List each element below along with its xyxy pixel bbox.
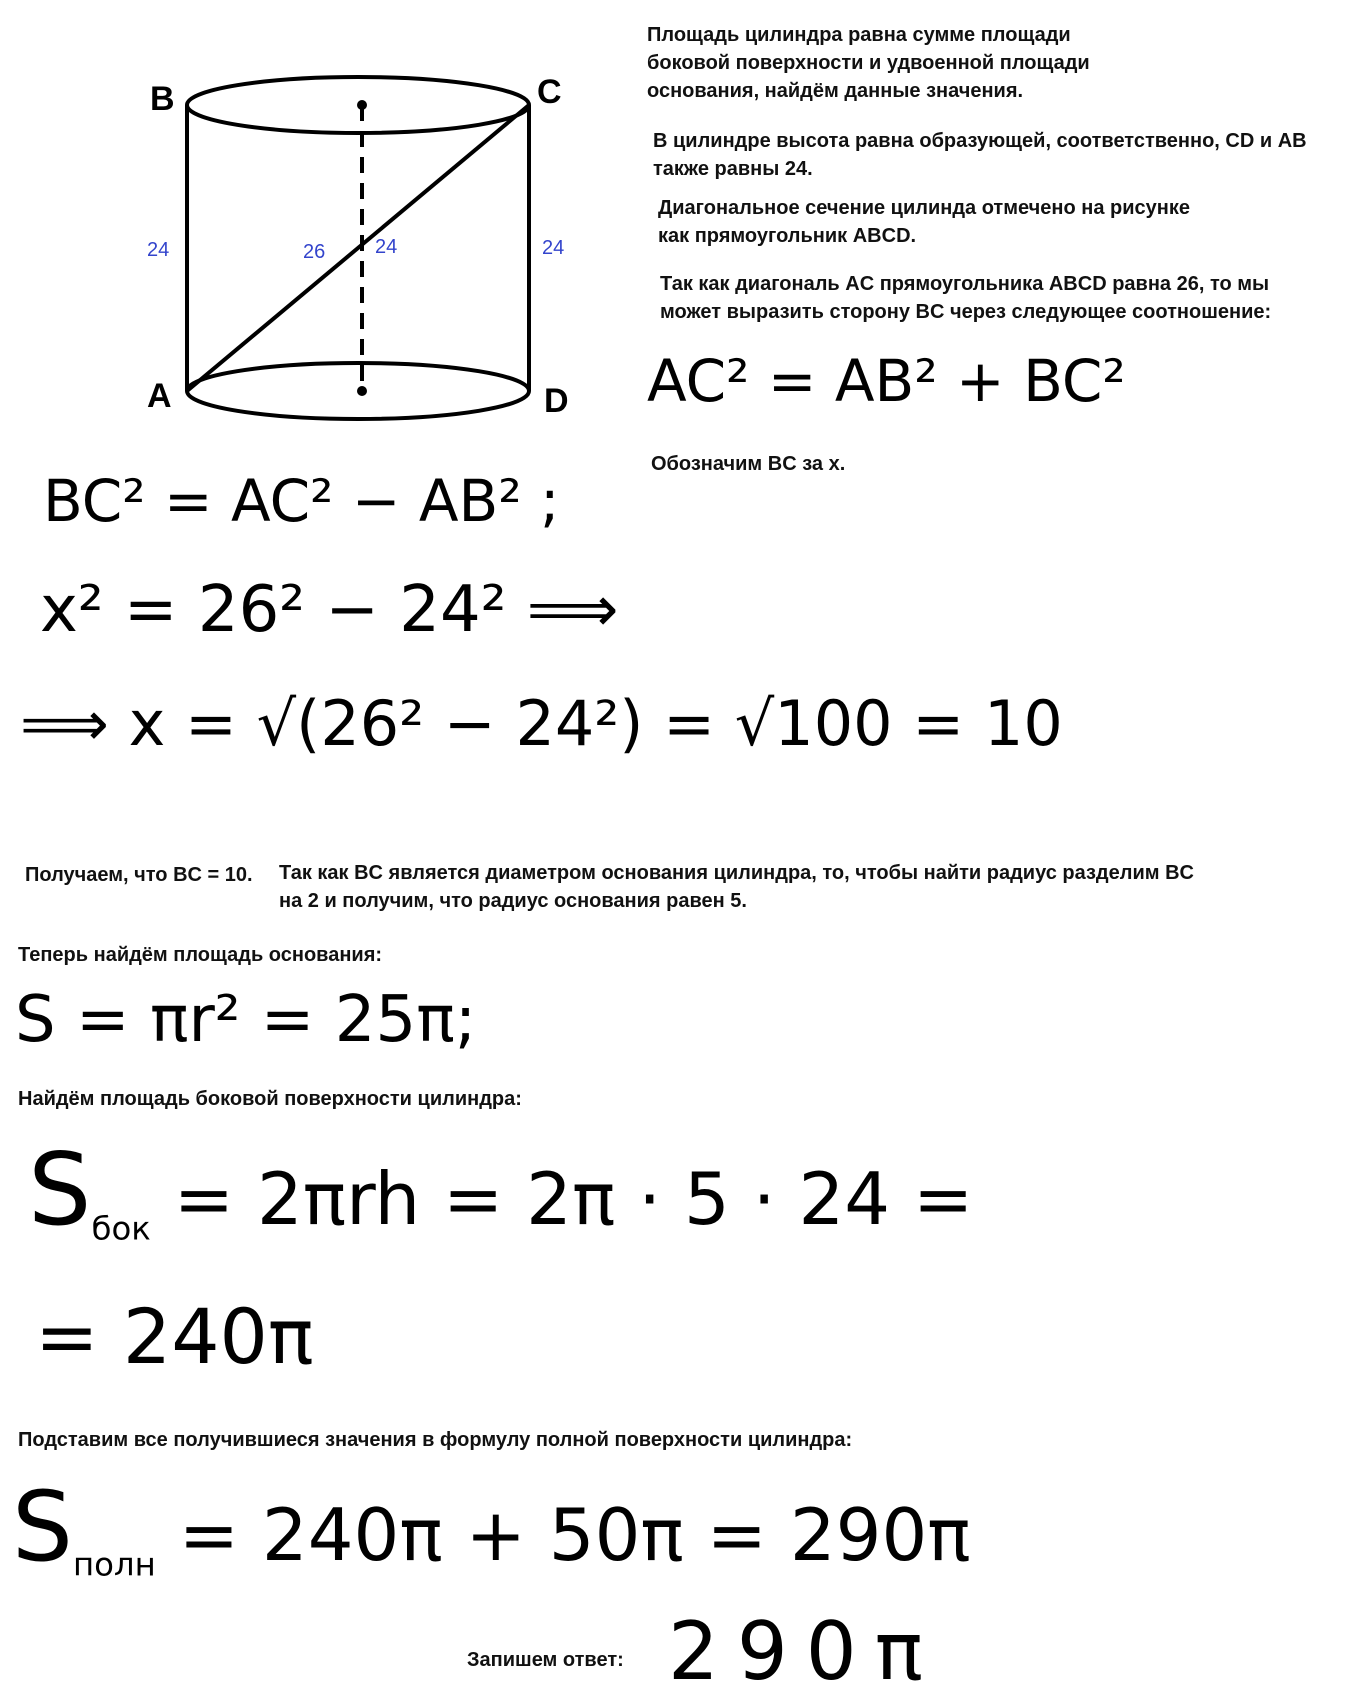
label-ab: 24 <box>147 239 170 261</box>
paragraph-radius <box>279 859 1194 915</box>
paragraph-intro <box>647 21 1090 105</box>
formula-bc: BC² = AC² − AB² ; <box>43 467 560 535</box>
paragraph-substitute: Подставим все получившиеся значения в формулу полной поверхности цилиндра: <box>18 1429 853 1451</box>
paragraph-height <box>653 127 1307 183</box>
symbol-s: S <box>12 1471 73 1583</box>
text-line: также равны 24. <box>653 158 813 180</box>
paragraph-diagonal <box>660 270 1271 326</box>
text-line: Так как BC является диаметром основания цилиндра, то, чтобы найти радиус разделим BC <box>279 862 1194 884</box>
text-line: боковой поверхности и удвоенной площади <box>647 52 1090 74</box>
subscript-poln: полн <box>72 1545 156 1584</box>
vertex-a: A <box>147 377 172 415</box>
label-axis: 24 <box>375 236 398 258</box>
formula-lateral <box>28 1131 974 1248</box>
subscript-bok: бок <box>91 1209 151 1248</box>
paragraph-result: Получаем, что BC = 10. <box>25 864 253 886</box>
diagonal-ac <box>187 105 529 391</box>
formula-total-rest: = 240π + 50π = 290π <box>178 1493 971 1577</box>
formula-lateral-result: = 240π <box>35 1292 314 1381</box>
vertex-d: D <box>544 382 569 420</box>
text-line: на 2 и получим, что радиус основания равен 5. <box>279 890 747 912</box>
text-line: может выразить сторону BC через следующее соотношение: <box>660 301 1272 323</box>
formula-x-squared: x² = 26² − 24² ⟹ <box>40 573 619 647</box>
formula-total <box>12 1471 971 1584</box>
label-cd: 24 <box>542 237 565 259</box>
text-line: Площадь цилиндра равна сумме площади <box>647 24 1071 46</box>
text-line: Так как диагональ AC прямоугольника ABCD равна 26, то мы <box>660 273 1270 295</box>
paragraph-denote: Обозначим BC за x. <box>651 453 846 475</box>
vertex-b: B <box>150 80 175 118</box>
formula-x: ⟹ x = √(26² − 24²) = √100 = 10 <box>20 687 1063 760</box>
text-line: как прямоугольник ABCD. <box>658 225 917 247</box>
paragraph-section <box>658 194 1190 250</box>
answer-label: Запишем ответ: <box>467 1649 624 1671</box>
answer-value: 290π <box>668 1605 941 1698</box>
paragraph-lateral: Найдём площадь боковой поверхности цилиндра: <box>18 1088 522 1110</box>
axis-top-point <box>359 102 365 108</box>
axis-bottom-point <box>359 388 365 394</box>
text-line: основания, найдём данные значения. <box>647 80 1024 102</box>
symbol-s: S <box>28 1131 92 1248</box>
text-line: В цилиндре высота равна образующей, соответственно, CD и AB <box>653 130 1307 152</box>
formula-pythagoras: AC² = AB² + BC² <box>647 347 1126 415</box>
formula-base-area: S = πr² = 25π; <box>15 983 477 1057</box>
vertex-c: C <box>537 73 562 111</box>
formula-lateral-rest: = 2πrh = 2π · 5 · 24 = <box>173 1157 974 1241</box>
text-line: Диагональное сечение цилинда отмечено на рисунке <box>658 197 1190 219</box>
paragraph-base-area: Теперь найдём площадь основания: <box>18 944 383 966</box>
label-ac: 26 <box>303 241 326 263</box>
